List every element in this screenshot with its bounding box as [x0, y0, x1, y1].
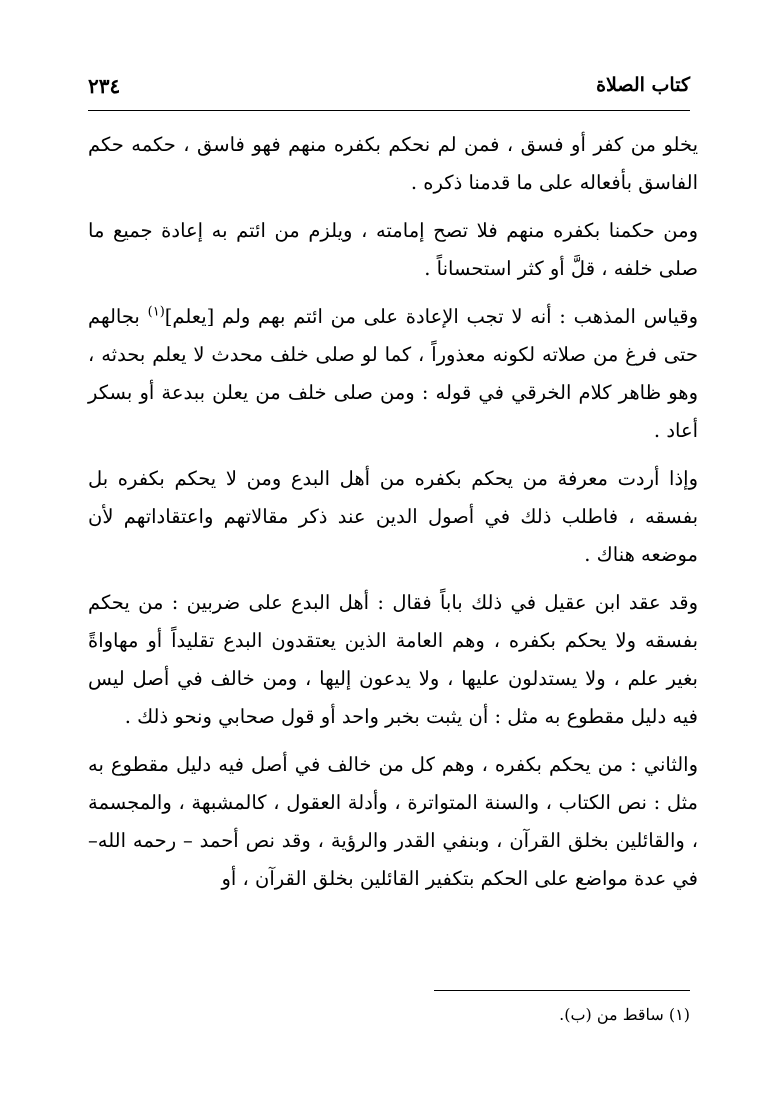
paragraph: والثاني : من يحكم بكفره ، وهم كل من خالف في أصل فيه دليل مقطوع به مثل : نص الكتاب ، والسنة المتواترة ، وأدلة العقول ، كالمشبهة ، والمجسمة ، والقائلين بخلق القرآن ، وبنفي القدر والرؤية ، وقد نص أحمد – رحمه الله– في عدة مواضع على الحكم بتكفير القائلين بخلق القرآن ، أو — [88, 753, 698, 890]
footnote: (١) ساقط من (ب). — [559, 1005, 690, 1024]
page-header — [88, 74, 690, 102]
running-title: كتاب الصلاة — [596, 74, 690, 96]
paragraph: يخلو من كفر أو فسق ، فمن لم نحكم بكفره منهم فهو فاسق ، حكمه حكم الفاسق بأفعاله على ما قدمنا ذكره . — [88, 133, 698, 194]
paragraph-text: بجالهم حتى فرغ من صلاته لكونه معذوراً ، كما لو صلى خلف محدث لا يعلم بحدثه ، وهو ظاهر كلام الخرقي في قوله : ومن صلى خلف من يعلن ببدعة أو بسكر أعاد . — [88, 305, 698, 442]
paragraph: وإذا أردت معرفة من يحكم بكفره من أهل البدع ومن لا يحكم بكفره بل بفسقه ، فاطلب ذلك في أصول الدين عند ذكر مقالاتهم واعتقاداتهم لأن موضعه هناك . — [88, 467, 698, 566]
footnote-rule — [434, 990, 690, 991]
paragraph-text: وقياس المذهب : أنه لا تجب الإعادة على من ائتم بهم ولم [يعلم] — [164, 305, 698, 328]
footnote-marker: (١) — [147, 304, 165, 320]
paragraph — [88, 298, 698, 450]
paragraph: ومن حكمنا بكفره منهم فلا تصح إمامته ، ويلزم من ائتم به إعادة جميع ما صلى خلفه ، قلَّ أو كثر استحساناً . — [88, 219, 698, 280]
header-rule — [88, 110, 690, 111]
page-number: ٢٣٤ — [88, 74, 121, 98]
paragraph: وقد عقد ابن عقيل في ذلك باباً فقال : أهل البدع على ضربين : من يحكم بفسقه ولا يحكم بكفره ، وهم العامة الذين يعتقدون البدع تقليداً أو مهاواةً بغير علم ، ولا يستدلون عليها ، ولا يدعون إليها ، ومن خالف في أصل ليس فيه دليل مقطوع به مثل : أن يثبت بخبر واحد أو قول صحابي ونحو ذلك . — [88, 591, 698, 728]
main-text — [88, 126, 698, 908]
